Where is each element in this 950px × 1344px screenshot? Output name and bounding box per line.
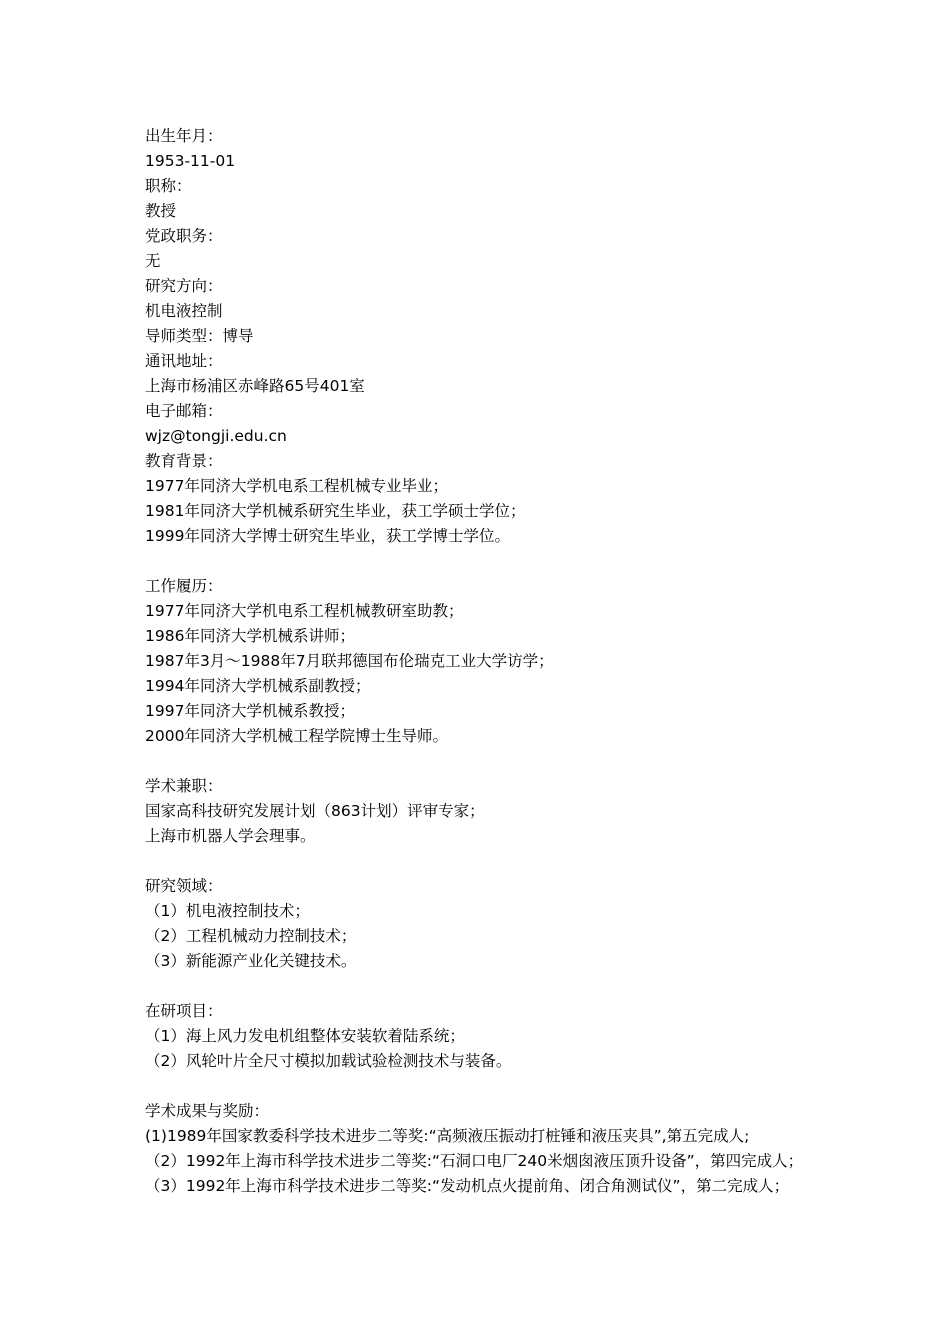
spacer xyxy=(145,849,825,874)
research-fields-heading: 研究领域： xyxy=(145,877,223,895)
education-heading: 教育背景： xyxy=(145,452,223,470)
spacer xyxy=(145,749,825,774)
birth-label: 出生年月： xyxy=(145,127,223,145)
spacer xyxy=(145,1074,825,1099)
academic-posts-heading: 学术兼职： xyxy=(145,777,223,795)
title-value: 教授 xyxy=(145,202,177,220)
direction-value: 机电液控制 xyxy=(145,302,223,320)
document-body xyxy=(145,124,825,1199)
birth-value: 1953-11-01 xyxy=(145,152,236,170)
projects-heading: 在研项目： xyxy=(145,1002,223,1020)
title-label: 职称： xyxy=(145,177,192,195)
education-item: 1977年同济大学机电系工程机械专业毕业； xyxy=(145,477,448,495)
work-heading: 工作履历： xyxy=(145,577,223,595)
project-item: （1）海上风力发电机组整体安装软着陆系统； xyxy=(145,1027,465,1045)
award-item: (1)1989年国家教委科学技术进步二等奖:“高频液压振动打桩锤和液压夹具”,第五完成人; xyxy=(145,1127,750,1145)
academic-post-item: 国家高科技研究发展计划（863计划）评审专家； xyxy=(145,802,485,820)
work-item: 2000年同济大学机械工程学院博士生导师。 xyxy=(145,727,448,745)
address-value: 上海市杨浦区赤峰路65号401室 xyxy=(145,377,365,395)
education-item: 1999年同济大学博士研究生毕业，获工学博士学位。 xyxy=(145,527,510,545)
education-item: 1981年同济大学机械系研究生毕业，获工学硕士学位； xyxy=(145,502,526,520)
research-field-item: （2）工程机械动力控制技术； xyxy=(145,927,357,945)
work-item: 1986年同济大学机械系讲师； xyxy=(145,627,355,645)
project-item: （2）风轮叶片全尺寸模拟加载试验检测技术与装备。 xyxy=(145,1052,512,1070)
work-item: 1994年同济大学机械系副教授； xyxy=(145,677,371,695)
research-field-item: （1）机电液控制技术； xyxy=(145,902,310,920)
spacer xyxy=(145,974,825,999)
email-value: wjz@tongji.edu.cn xyxy=(145,427,287,445)
post-label: 党政职务： xyxy=(145,227,223,245)
work-item: 1977年同济大学机电系工程机械教研室助教； xyxy=(145,602,464,620)
address-label: 通讯地址： xyxy=(145,352,223,370)
direction-label: 研究方向： xyxy=(145,277,223,295)
email-label: 电子邮箱： xyxy=(145,402,223,420)
award-item: （3）1992年上海市科学技术进步二等奖:“发动机点火提前角、闭合角测试仪”，第二完成人； xyxy=(145,1177,790,1195)
awards-heading: 学术成果与奖励： xyxy=(145,1102,270,1120)
spacer xyxy=(145,549,825,574)
award-item: （2）1992年上海市科学技术进步二等奖:“石洞口电厂240米烟囱液压顶升设备”，第四完成人； xyxy=(145,1152,804,1170)
work-item: 1997年同济大学机械系教授； xyxy=(145,702,355,720)
supervisor-type: 导师类型：博导 xyxy=(145,327,254,345)
research-field-item: （3）新能源产业化关键技术。 xyxy=(145,952,357,970)
work-item: 1987年3月～1988年7月联邦德国布伦瑞克工业大学访学； xyxy=(145,652,554,670)
academic-post-item: 上海市机器人学会理事。 xyxy=(145,827,316,845)
post-value: 无 xyxy=(145,252,161,270)
